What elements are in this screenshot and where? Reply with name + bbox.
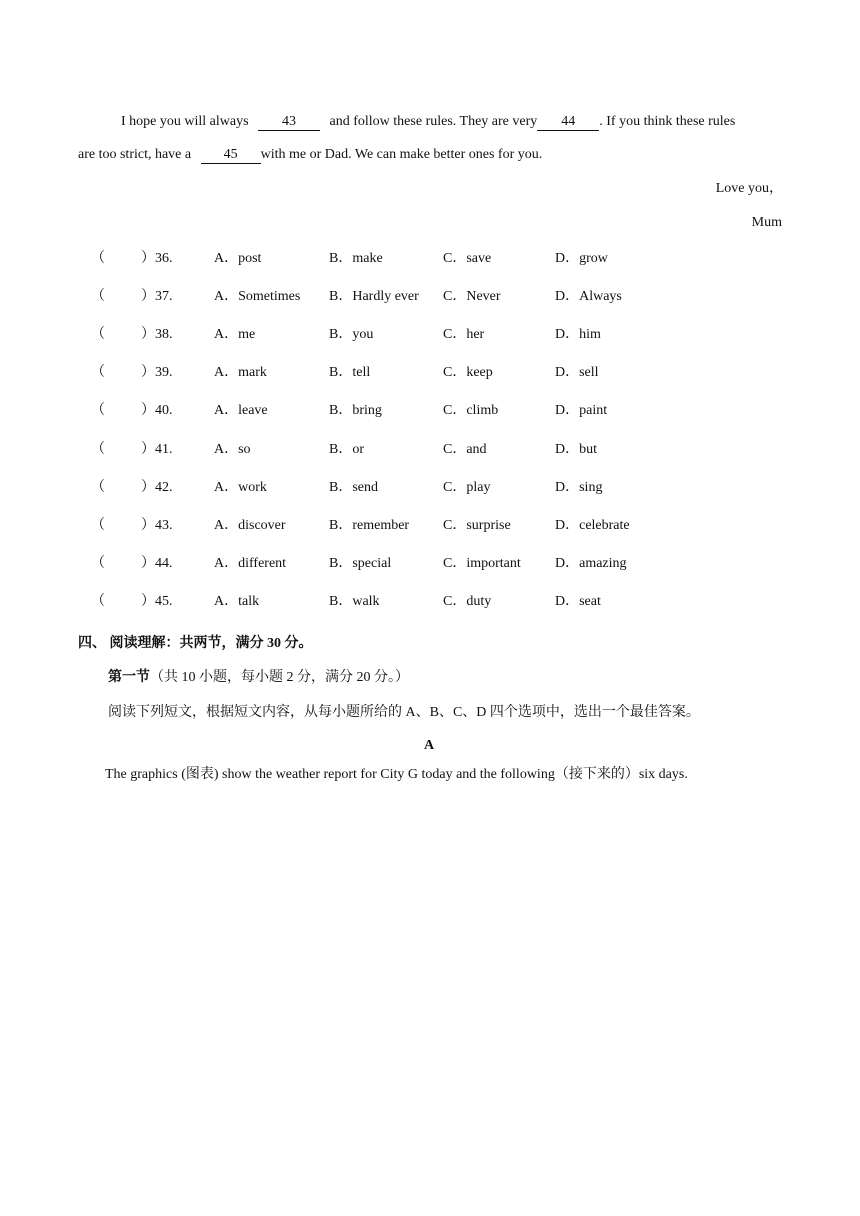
part1-text: （共 10 小题，每小题 2 分，满分 20 分。） <box>150 670 409 685</box>
option-a: A．post <box>214 251 262 266</box>
section-heading: 四、 阅读理解：共两节，满分 30 分。 <box>78 636 313 651</box>
option-a: A．discover <box>214 518 286 533</box>
passage-intro: The graphics (图表) show the weather report for City G today and the following（接下来的）six days. <box>105 767 688 782</box>
option-c: C．Never <box>443 289 501 304</box>
option-c: C．keep <box>443 365 493 380</box>
option-a: A．me <box>214 327 256 342</box>
option-a: A．talk <box>214 594 260 609</box>
question-row <box>0 592 860 612</box>
blank-43: 43 <box>258 114 320 131</box>
closing-text: Love you， <box>715 181 783 196</box>
option-a: A．so <box>214 442 251 457</box>
question-number: ）44. <box>141 556 173 571</box>
option-b: B．you <box>329 327 374 342</box>
option-d: D．paint <box>555 403 608 418</box>
letter-text: are too strict, have a <box>78 147 192 162</box>
option-d: D．sell <box>555 365 599 380</box>
option-b: B．make <box>329 251 383 266</box>
option-c: C．and <box>443 442 487 457</box>
option-a: A．mark <box>214 365 267 380</box>
option-a: A．work <box>214 480 267 495</box>
option-c: C．save <box>443 251 492 266</box>
question-row <box>0 249 860 269</box>
option-d: D．Always <box>555 289 622 304</box>
option-b: B．or <box>329 442 364 457</box>
question-number: ）37. <box>141 289 173 304</box>
letter-text: I hope you will always <box>121 114 249 129</box>
option-a: A．different <box>214 556 287 571</box>
answer-paren[interactable]: （ <box>91 327 105 342</box>
answer-paren[interactable]: （ <box>91 289 105 304</box>
letter-line-1 <box>121 112 735 132</box>
option-d: D．grow <box>555 251 608 266</box>
option-b: B．special <box>329 556 392 571</box>
question-row <box>0 287 860 307</box>
letter-text: . If you think these rules <box>599 114 736 129</box>
question-number: ）39. <box>141 365 173 380</box>
answer-paren[interactable]: （ <box>91 480 105 495</box>
answer-paren[interactable]: （ <box>91 365 105 380</box>
option-b: B．send <box>329 480 378 495</box>
option-c: C．play <box>443 480 491 495</box>
option-d: D．celebrate <box>555 518 630 533</box>
option-a: A．Sometimes <box>214 289 301 304</box>
question-number: ）43. <box>141 518 173 533</box>
letter-text: with me or Dad. We can make better ones for you. <box>260 147 543 162</box>
answer-paren[interactable]: （ <box>91 556 105 571</box>
answer-paren[interactable]: （ <box>91 251 105 266</box>
signature-text: Mum <box>751 215 782 230</box>
letter-text: and follow these rules. They are very <box>329 114 538 129</box>
part1-header <box>108 668 409 688</box>
option-d: D．him <box>555 327 601 342</box>
question-number: ）45. <box>141 594 173 609</box>
passage-label: A <box>424 738 435 753</box>
option-b: B．walk <box>329 594 380 609</box>
question-number: ）41. <box>141 442 173 457</box>
question-row <box>0 325 860 345</box>
question-row <box>0 516 860 536</box>
part1-label: 第一节 <box>108 670 150 685</box>
letter-signature <box>752 213 782 233</box>
option-b: B．remember <box>329 518 410 533</box>
letter-closing <box>716 179 783 199</box>
question-number: ）40. <box>141 403 173 418</box>
option-b: B．Hardly ever <box>329 289 419 304</box>
answer-paren[interactable]: （ <box>91 518 105 533</box>
option-b: B．tell <box>329 365 371 380</box>
option-d: D．sing <box>555 480 603 495</box>
question-number: ）42. <box>141 480 173 495</box>
option-c: C．duty <box>443 594 492 609</box>
answer-paren[interactable]: （ <box>91 403 105 418</box>
blank-45: 45 <box>201 147 261 164</box>
question-row <box>0 363 860 383</box>
instruction-text: 阅读下列短文，根据短文内容，从每小题所给的 A、B、C、D 四个选项中，选出一个最佳答案。 <box>108 705 700 720</box>
option-d: D．but <box>555 442 597 457</box>
option-c: C．surprise <box>443 518 511 533</box>
option-c: C．important <box>443 556 521 571</box>
option-b: B．bring <box>329 403 382 418</box>
question-row <box>0 478 860 498</box>
option-d: D．amazing <box>555 556 627 571</box>
question-number: ）36. <box>141 251 173 266</box>
option-c: C．her <box>443 327 485 342</box>
answer-paren[interactable]: （ <box>91 594 105 609</box>
option-c: C．climb <box>443 403 499 418</box>
answer-paren[interactable]: （ <box>91 442 105 457</box>
question-row <box>0 401 860 421</box>
question-number: ）38. <box>141 327 173 342</box>
question-row <box>0 440 860 460</box>
option-a: A．leave <box>214 403 268 418</box>
blank-44: 44 <box>537 114 599 131</box>
letter-line-2 <box>78 145 542 165</box>
option-d: D．seat <box>555 594 601 609</box>
question-row <box>0 554 860 574</box>
